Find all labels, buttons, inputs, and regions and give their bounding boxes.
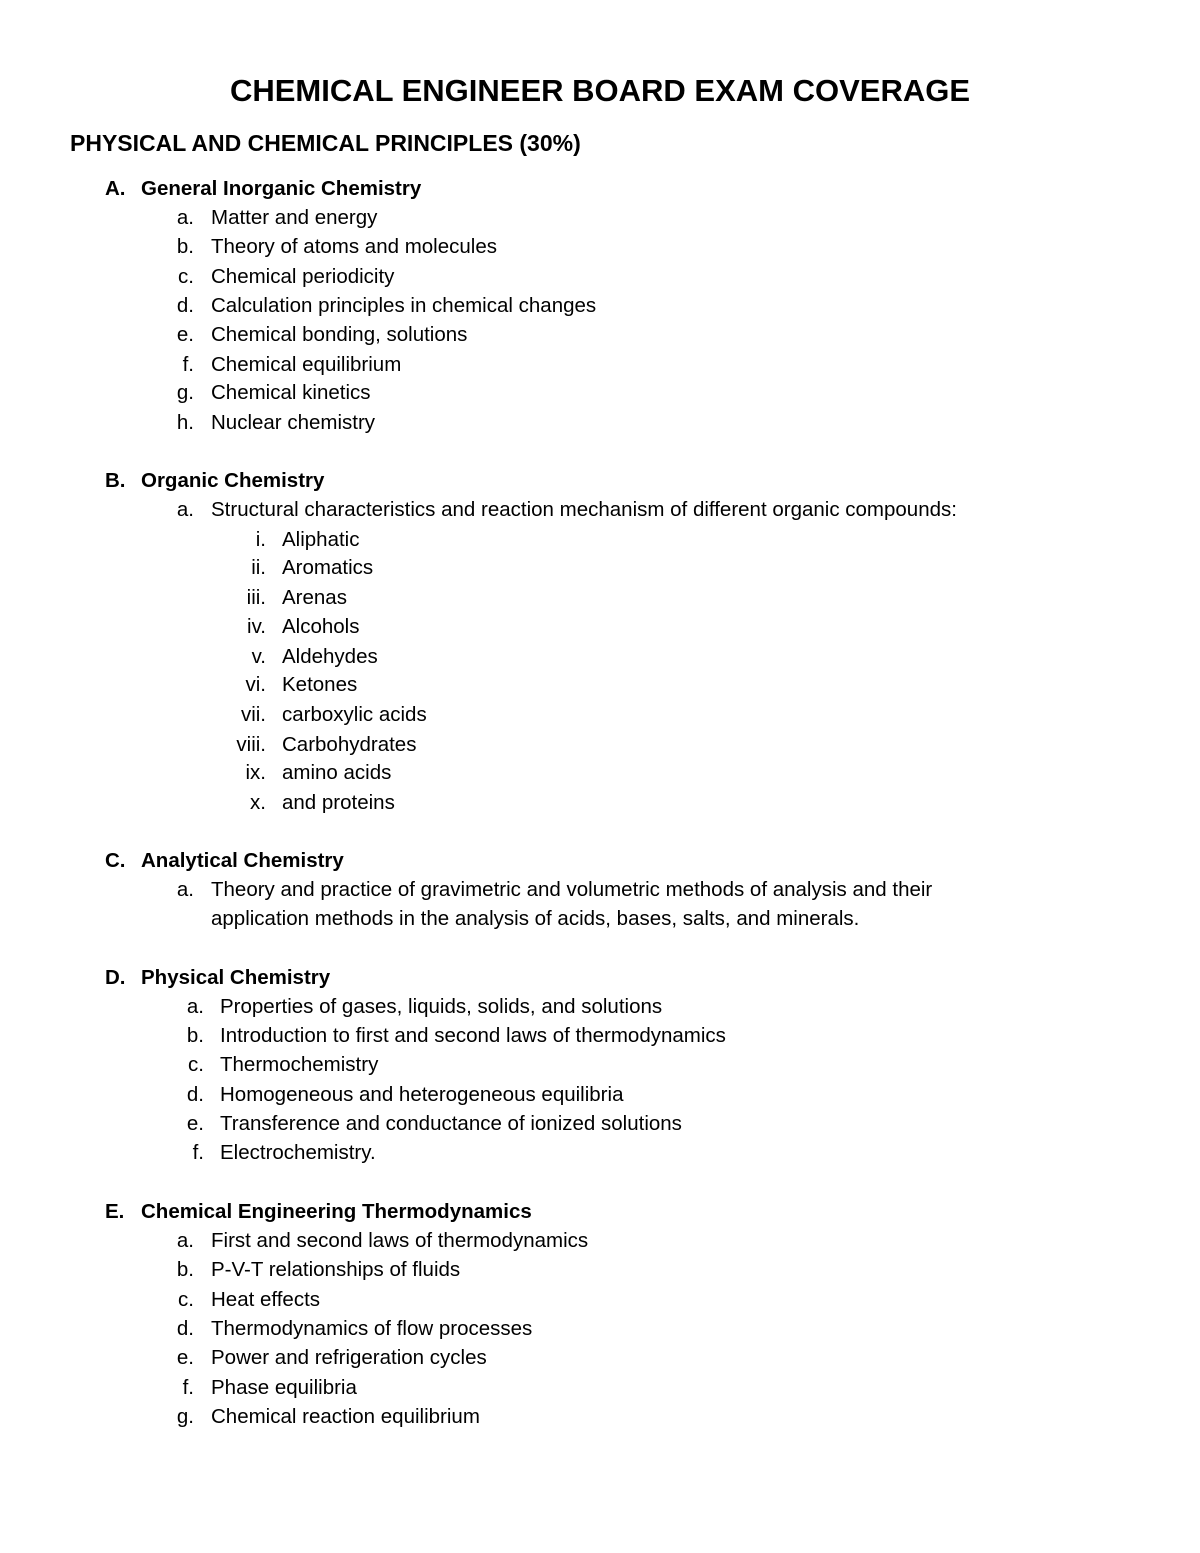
section-title: PHYSICAL AND CHEMICAL PRINCIPLES (30%) [70,130,581,156]
item-marker: a. [176,1229,194,1252]
subitem-marker: iv. [247,615,266,638]
topic-heading [105,174,421,203]
item-text: Chemical reaction equilibrium [211,1405,480,1428]
item-text: Introduction to first and second laws of thermodynamics [220,1024,726,1047]
subitem-text: Ketones [282,673,358,696]
item-marker: d. [176,1317,194,1340]
item-marker: e. [186,1112,204,1135]
item-text-line-1: Theory and practice of gravimetric and volumetric methods of analysis and their [211,878,933,901]
topic-letter: B. [105,469,126,492]
subitem-marker: v. [251,645,266,668]
item-text: Thermodynamics of flow processes [211,1317,533,1340]
item-marker: c. [178,265,194,288]
item-text: Properties of gases, liquids, solids, and solutions [220,995,663,1018]
topic-letter: C. [105,849,126,872]
item-text: Theory of atoms and molecules [211,235,497,258]
item-text: Matter and energy [211,206,378,229]
item-marker: d. [176,294,194,317]
subitem-marker: iii. [246,586,266,609]
topic-heading [105,846,344,875]
item-marker: b. [176,235,194,258]
subitem-marker: x. [250,791,266,814]
subitem-marker: ii. [251,556,266,579]
item-marker: a. [176,878,194,901]
item-marker: e. [176,323,194,346]
subitem-text: Alcohols [282,615,360,638]
item-marker: a. [176,206,194,229]
item-text: Heat effects [211,1288,321,1311]
item-text: Chemical equilibrium [211,353,402,376]
topic-heading [105,1197,532,1226]
topic-heading [105,466,324,495]
topic-letter: D. [105,966,126,989]
topic-title: Physical Chemistry [141,966,331,989]
subitem-text: and proteins [282,791,395,814]
topic-heading [105,963,330,992]
topic-title: Organic Chemistry [141,469,325,492]
topic-title: General Inorganic Chemistry [141,177,422,200]
item-text: Power and refrigeration cycles [211,1346,487,1369]
item-marker: f. [182,1376,194,1399]
item-text: Electrochemistry. [220,1141,376,1164]
item-text: Nuclear chemistry [211,411,376,434]
item-text-line-2: application methods in the analysis of acids, bases, salts, and minerals. [211,907,860,930]
subitem-marker: ix. [245,761,266,784]
subitem-marker: vi. [245,673,266,696]
item-text: Chemical periodicity [211,265,395,288]
subitem-text: Aldehydes [282,645,378,668]
item-text: Phase equilibria [211,1376,357,1399]
subitem-text: Arenas [282,586,347,609]
subitem-marker: vii. [240,703,266,726]
item-marker: b. [176,1258,194,1281]
subitem-text: carboxylic acids [282,703,427,726]
item-marker: g. [176,1405,194,1428]
item-marker: a. [176,498,194,521]
item-text: Transference and conductance of ionized solutions [220,1112,682,1135]
item-text: Homogeneous and heterogeneous equilibria [220,1083,624,1106]
subitem-text: Aliphatic [282,528,360,551]
item-marker: h. [176,411,194,434]
item-text: Structural characteristics and reaction mechanism of different organic compounds: [211,498,957,521]
item-marker: b. [186,1024,204,1047]
item-text: Thermochemistry [220,1053,379,1076]
item-marker: d. [186,1083,204,1106]
subitem-marker: viii. [236,733,266,756]
item-marker: f. [182,353,194,376]
item-marker: g. [176,381,194,404]
item-text: First and second laws of thermodynamics [211,1229,589,1252]
item-marker: c. [188,1053,204,1076]
item-text: P-V-T relationships of fluids [211,1258,461,1281]
item-marker: c. [178,1288,194,1311]
item-marker: e. [176,1346,194,1369]
topic-title: Chemical Engineering Thermodynamics [141,1200,532,1223]
subitem-text: amino acids [282,761,392,784]
topic-letter: A. [105,177,126,200]
item-text: Chemical kinetics [211,381,371,404]
subitem-text: Aromatics [282,556,374,579]
subitem-marker: i. [255,528,266,551]
topic-letter: E. [105,1200,125,1223]
item-marker: f. [192,1141,204,1164]
item-text: Chemical bonding, solutions [211,323,468,346]
document-title: CHEMICAL ENGINEER BOARD EXAM COVERAGE [229,73,971,108]
subitem-text: Carbohydrates [282,733,417,756]
item-text: Calculation principles in chemical changes [211,294,597,317]
topic-title: Analytical Chemistry [141,849,344,872]
item-marker: a. [186,995,204,1018]
